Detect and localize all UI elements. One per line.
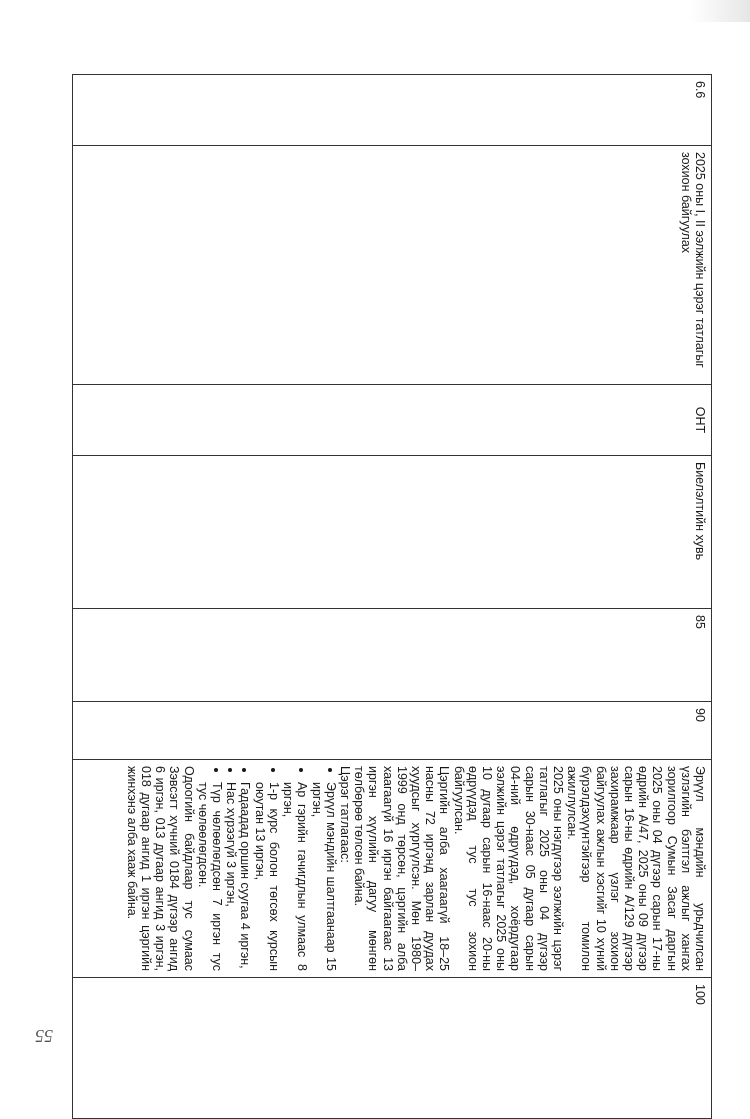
description-paragraph: Одоогийн байдлаар тус сумаас Зэвсэгт хүчний 0184 дүгээр ангид 6 иргэн, 013 дугаар ангид 3 иргэн, 018 дугаар ангид 1 иргэн цэргийн жинхэнэ алба хааж байна. [124,766,196,971]
list-item: • Нас хүрээгүй 3 иргэн, [224,782,238,971]
responsible-unit-cell: ОНТ [73,385,712,456]
list-item: • Гадаадад оршин суугаа 4 иргэн, [238,782,252,971]
row-number-cell: 6.6 [73,75,712,146]
rotated-document-page [72,74,712,1014]
description-paragraph: Эрүүл мэндийн урьдчилсан үзлэгийн бэлтгэл ажлыг хангах зорилгоор Сумын Засаг даргын 2025 оны 04 дүгээр сарын 17-ны өдрийн А/47, 2025 оны 09 дүгээр сарын 16-ны өдрийн А/129 дүгээр захирамжаар үзлэг зохион байгуулах ажлын хэсгийг 10 хүний бүрэлдэхүүнтэйгээр томилон ажиллулсан. [565,766,707,971]
handwritten-page-number: 55 [35,1026,53,1046]
list-item: • Түр чөлөөлөгдсөн 7 иргэн тус тус чөлөөлөгдсөн. [196,782,224,971]
target-cell: 90 [73,702,712,760]
indicator-cell: Биелэлтийн хувь [73,456,712,609]
report-table [72,74,712,1119]
completion-percent-cell: 100 [73,978,712,1119]
description-paragraph: 2025 оны нэгдүгээр ээлжийн цэрэг татлагыг 2025 оны 04 дүгээр сарын 30-наас 05 дугаар сарын 04-ний өдрүүдэд, хоёрдугаар ээлжийн цэрэг татлагыг 2025 оны 10 дугаар сарын 16-наас 20-ны өдрүүдэд тус тус зохион байгуулсан. [451,766,565,971]
baseline-cell: 85 [73,609,712,702]
exemption-list [196,766,338,971]
description-paragraph: Цэргийн алба хаагаагүй 18–25 насны 72 иргэнд зарлан дуудах хуудсыг хүргүүлсэн. Мөн 1980–1999 онд төрсөн, цэргийн алба хаагаагүй 16 иргэн байгаагаас 13 иргэн хүүлийн дагуу мөнгөн төлбөрөө төлсөн байна. [352,766,452,971]
task-name-cell: 2025 оны I, II ээлжийн цэрэг татлагыг зохион байгуулах [73,146,712,385]
scan-shadow [690,0,750,22]
implementation-description-cell [73,760,712,978]
list-item: • Эрүүл мэндийн шалтгаанаар 15 иргэн, [309,782,337,971]
list-item: • 1-р курс болон төгсөх курсын оюутан 13 иргэн, [253,782,281,971]
description-paragraph: Цэрэг татлагаас: [337,766,352,863]
list-item: • Ар гэрийн гачигдлын улмаас 8 иргэн, [281,782,309,971]
table-row [73,75,712,1119]
